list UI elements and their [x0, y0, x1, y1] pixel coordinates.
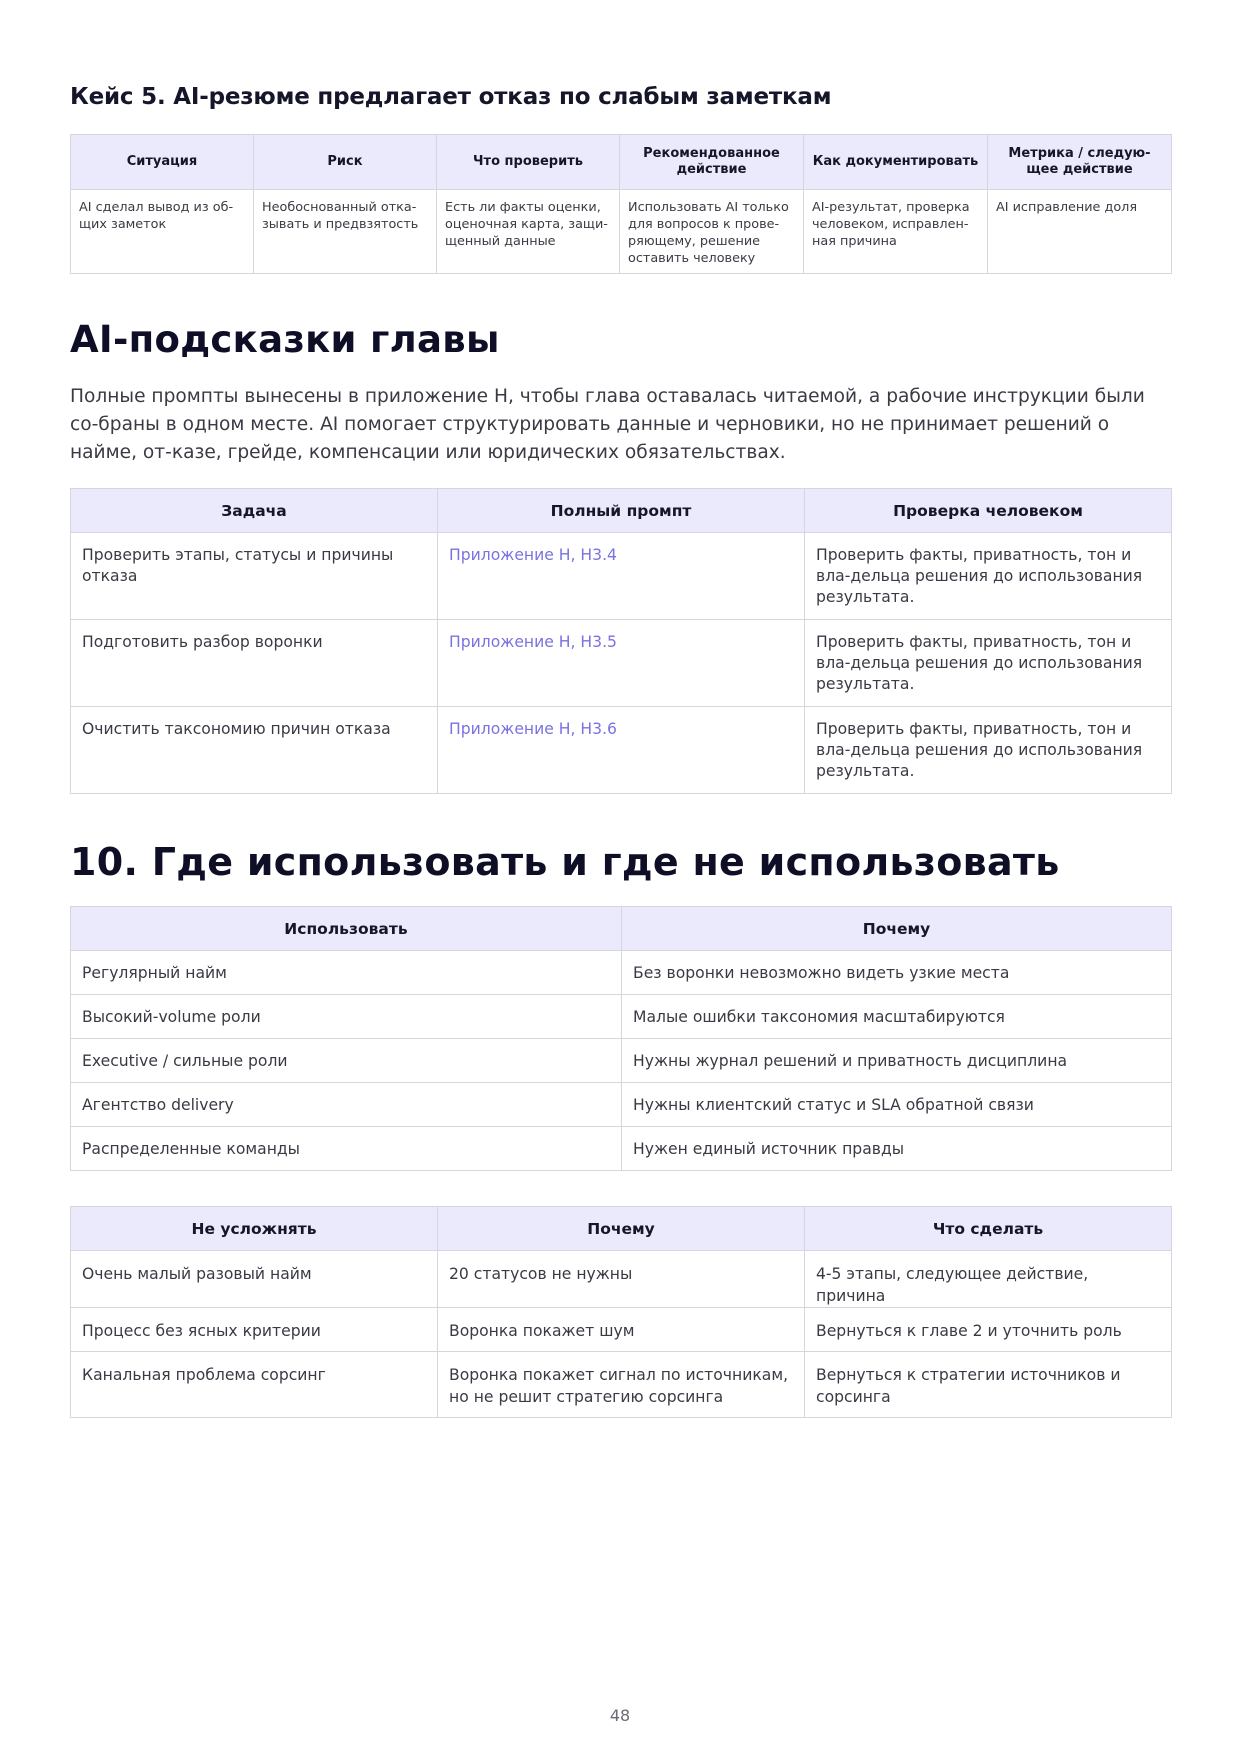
- column-header: Что сделать: [805, 1207, 1172, 1251]
- column-header: Почему: [438, 1207, 805, 1251]
- table-row: [71, 1083, 1172, 1127]
- table-cell: Регулярный найм: [71, 951, 622, 995]
- table-cell: Агентство delivery: [71, 1083, 622, 1127]
- page-number: 48: [609, 1706, 631, 1725]
- column-header: Почему: [622, 907, 1172, 951]
- table-cell: Вернуться к главе 2 и уточнить роль: [805, 1308, 1172, 1352]
- table-cell: Высокий-volume роли: [71, 995, 622, 1039]
- table-cell: Воронка покажет шум: [438, 1308, 805, 1352]
- column-header: Метрика / следую-щее действие: [988, 135, 1172, 190]
- table-row: [71, 995, 1172, 1039]
- appendix-link[interactable]: Приложение H, H3.5: [449, 633, 617, 651]
- table-row: [71, 1308, 1172, 1352]
- prompt-cell: [438, 707, 805, 794]
- column-header: Рекомендованное действие: [620, 135, 804, 190]
- table-cell: AI сделал вывод из об-щих заметок: [71, 190, 254, 274]
- table-cell: Без воронки невозможно видеть узкие места: [622, 951, 1172, 995]
- task-cell: Проверить этапы, статусы и причины отказа: [71, 533, 438, 620]
- table-row: [71, 1039, 1172, 1083]
- table-cell: Канальная проблема сорсинг: [71, 1352, 438, 1418]
- use-table: [70, 906, 1172, 1171]
- check-cell: Проверить факты, приватность, тон и вла-дельца решения до использования результата.: [805, 620, 1172, 707]
- table-row: [71, 951, 1172, 995]
- column-header: Не усложнять: [71, 1207, 438, 1251]
- table-row: [71, 1127, 1172, 1171]
- task-cell: Подготовить разбор воронки: [71, 620, 438, 707]
- check-cell: Проверить факты, приватность, тон и вла-дельца решения до использования результата.: [805, 707, 1172, 794]
- case-title: Кейс 5. AI-резюме предлагает отказ по слабым заметкам: [70, 84, 832, 110]
- prompt-cell: [438, 533, 805, 620]
- table-header-row: [71, 907, 1172, 951]
- table-cell: Нужны клиентский статус и SLA обратной связи: [622, 1083, 1172, 1127]
- table-cell: 4-5 этапы, следующее действие, причина: [805, 1251, 1172, 1308]
- column-header: Риск: [254, 135, 437, 190]
- table-cell: 20 статусов не нужны: [438, 1251, 805, 1308]
- table-cell: Нужны журнал решений и приватность дисциплина: [622, 1039, 1172, 1083]
- table-row: [71, 707, 1172, 794]
- table-row: [71, 1352, 1172, 1418]
- check-cell: Проверить факты, приватность, тон и вла-дельца решения до использования результата.: [805, 533, 1172, 620]
- ai-section-intro: Полные промпты вынесены в приложение H, чтобы глава оставалась читаемой, а рабочие инструкции были со-браны в одном месте. AI помогает структурировать данные и черновики, но не принимает решений о найме, от-казе, грейде, компенсации или юридических обязательствах.: [70, 386, 1145, 463]
- column-header: Использовать: [71, 907, 622, 951]
- table-cell: Малые ошибки таксономия масштабируются: [622, 995, 1172, 1039]
- column-header: Проверка человеком: [805, 489, 1172, 533]
- ai-prompts-table: [70, 488, 1172, 794]
- table-cell: Воронка покажет сигнал по источникам, но не решит стратегию сорсинга: [438, 1352, 805, 1418]
- prompt-cell: [438, 620, 805, 707]
- ai-section-title: AI-подсказки главы: [70, 318, 500, 361]
- table-cell: Executive / сильные роли: [71, 1039, 622, 1083]
- table-header-row: [71, 135, 1172, 190]
- table-cell: Процесс без ясных критерии: [71, 1308, 438, 1352]
- table-row: [71, 533, 1172, 620]
- appendix-link[interactable]: Приложение H, H3.4: [449, 546, 617, 564]
- table-cell: Есть ли факты оценки, оценочная карта, защи-щенный данные: [437, 190, 620, 274]
- appendix-link[interactable]: Приложение H, H3.6: [449, 720, 617, 738]
- task-cell: Очистить таксономию причин отказа: [71, 707, 438, 794]
- table-cell: Использовать AI только для вопросов к прове-ряющему, решение оставить человеку: [620, 190, 804, 274]
- table-header-row: [71, 489, 1172, 533]
- table-cell: Необоснованный отка-зывать и предвзятость: [254, 190, 437, 274]
- table-cell: AI-результат, проверка человеком, исправлен-ная причина: [804, 190, 988, 274]
- table-row: [71, 1251, 1172, 1308]
- column-header: Задача: [71, 489, 438, 533]
- table-cell: AI исправление доля: [988, 190, 1172, 274]
- table-row: [71, 620, 1172, 707]
- avoid-table: [70, 1206, 1172, 1418]
- table-cell: Вернуться к стратегии источников и сорсинга: [805, 1352, 1172, 1418]
- column-header: Полный промпт: [438, 489, 805, 533]
- table-cell: Нужен единый источник правды: [622, 1127, 1172, 1171]
- table-header-row: [71, 1207, 1172, 1251]
- table-row: [71, 190, 1172, 274]
- section-10-title: 10. Где использовать и где не использовать: [70, 840, 1060, 884]
- column-header: Как документировать: [804, 135, 988, 190]
- column-header: Ситуация: [71, 135, 254, 190]
- table-cell: Очень малый разовый найм: [71, 1251, 438, 1308]
- case-table: [70, 134, 1172, 274]
- column-header: Что проверить: [437, 135, 620, 190]
- table-cell: Распределенные команды: [71, 1127, 622, 1171]
